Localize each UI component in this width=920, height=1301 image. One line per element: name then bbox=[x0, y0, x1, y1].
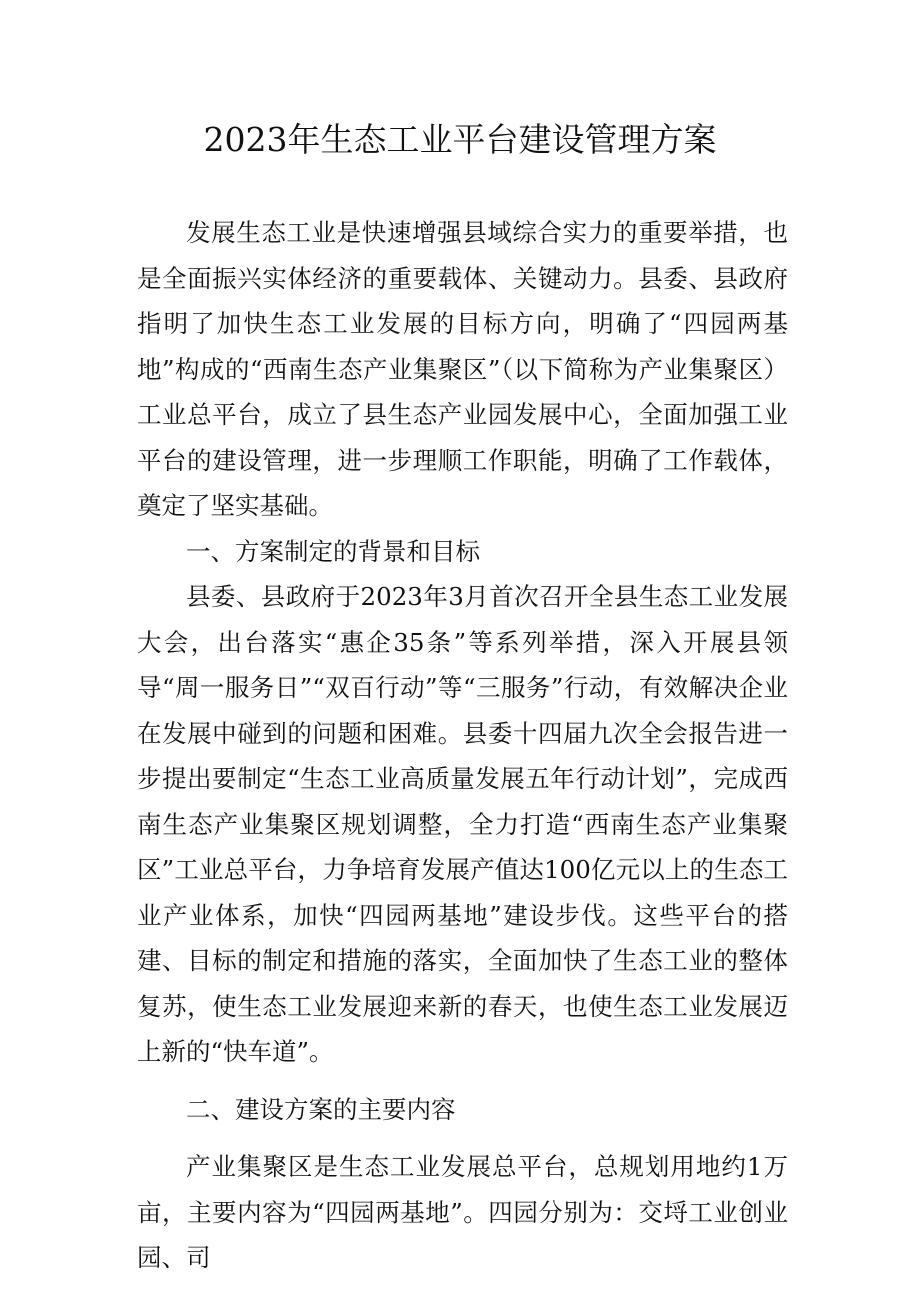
intro-paragraph: 发展生态工业是快速增强县域综合实力的重要举措，也是全面振兴实体经济的重要载体、关键动力。县委、县政府指明了加快生态工业发展的目标方向，明确了“四园两基地”构成的“西南生态产业集聚区”（以下简称为产业集聚区）工业总平台，成立了县生态产业园发展中心，全面加强工业平台的建设管理，进一步理顺工作职能，明确了工作载体，奠定了坚实基础。 bbox=[137, 218, 788, 520]
background-paragraph: 县委、县政府于2023年3月首次召开全县生态工业发展大会，出台落实“惠企35条”等系列举措，深入开展县领导“周一服务日”“双百行动”等“三服务”行动，有效解决企业在发展中碰到的问题和困难。县委十四届九次全会报告进一步提出要制定“生态工业高质量发展五年行动计划”，完成西南生态产业集聚区规划调整，全力打造“西南生态产业集聚区”工业总平台，力争培育发展产值达100亿元以上的生态工业产业体系，加快“四园两基地”建设步伐。这些平台的搭建、目标的制定和措施的落实，全面加快了生态工业的整体复苏，使生态工业发展迎来新的春天，也使生态工业发展迈上新的“快车道”。 bbox=[137, 582, 788, 1066]
section-heading-background: 一、方案制定的背景和目标 bbox=[186, 536, 480, 566]
document-title: 2023年生态工业平台建设管理方案 bbox=[203, 120, 717, 159]
section-heading-content: 二、建设方案的主要内容 bbox=[186, 1094, 456, 1124]
content-paragraph: 产业集聚区是生态工业发展总平台，总规划用地约1万亩，主要内容为“四园两基地”。四园分别为：交埒工业创业园、司 bbox=[137, 1152, 788, 1272]
document-body bbox=[137, 210, 788, 1281]
